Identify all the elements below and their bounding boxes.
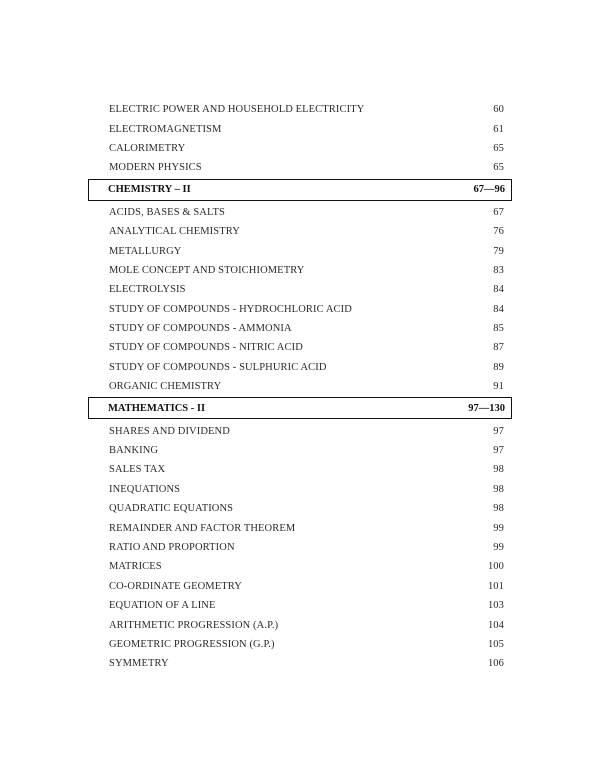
toc-entry [88,139,512,158]
entry-page: 61 [493,123,504,135]
entry-title: BANKING [109,445,159,457]
toc-entry [88,421,512,440]
toc-entry [88,377,512,396]
toc-entry [88,203,512,222]
entry-page: 89 [493,361,504,373]
toc-entry [88,441,512,460]
entry-page: 97 [493,445,504,457]
section-page-range: 67—96 [473,184,505,196]
toc-entry [88,499,512,518]
entry-page: 103 [487,600,504,612]
toc-entry [88,280,512,299]
entry-title: ELECTROMAGNETISM [109,123,222,135]
entry-title: QUADRATIC EQUATIONS [109,503,234,515]
entry-page: 84 [493,284,504,296]
entry-title: REMAINDER AND FACTOR THEOREM [109,522,296,534]
entry-title: MATRICES [109,561,162,573]
entry-title: SYMMETRY [109,658,169,670]
toc-entry [88,557,512,576]
entry-page: 106 [487,658,504,670]
entry-title: ELECTROLYSIS [109,284,186,296]
entry-page: 99 [493,542,504,553]
entry-page: 97 [493,425,504,437]
toc-entry [88,241,512,260]
entry-page: 98 [493,483,504,495]
table-of-contents [88,100,512,674]
entry-title: CO-ORDINATE GEOMETRY [109,580,242,592]
toc-entry [88,338,512,357]
toc-entry [88,358,512,377]
toc-entry [88,518,512,537]
entry-title: STUDY OF COMPOUNDS - NITRIC ACID [109,342,303,354]
entry-title: SALES TAX [109,464,166,476]
entry-page: 60 [493,104,504,116]
section-page-range: 97—130 [468,402,505,414]
section-heading-mathematics [88,397,512,419]
entry-title: ELECTRIC POWER AND HOUSEHOLD ELECTRICITY [109,104,365,116]
toc-entry [88,615,512,634]
entry-title: ACIDS, BASES & SALTS [109,206,225,218]
entry-page: 67 [493,206,504,218]
entry-title: MODERN PHYSICS [109,162,202,174]
section-title: MATHEMATICS - II [108,402,206,414]
entry-page: 84 [493,303,504,315]
entry-title: ORGANIC CHEMISTRY [109,381,222,393]
entry-page: 91 [493,381,504,393]
toc-entry [88,100,512,119]
toc-entry [88,119,512,138]
toc-entry [88,538,512,557]
entry-page: 83 [493,264,504,276]
toc-entry [88,577,512,596]
physics-entries [88,100,512,178]
entry-title: CALORIMETRY [109,142,186,154]
entry-title: ANALYTICAL CHEMISTRY [109,226,240,238]
chemistry-entries [88,203,512,397]
entry-title: SHARES AND DIVIDEND [109,425,230,437]
entry-page: 98 [493,503,504,515]
section-title: CHEMISTRY – II [108,184,191,196]
entry-title: METALLURGY [109,245,182,257]
entry-page: 79 [493,245,504,257]
entry-page: 104 [487,619,504,631]
mathematics-entries [88,421,512,673]
entry-page: 100 [487,561,504,573]
entry-title: ARITHMETIC PROGRESSION (A.P.) [109,619,279,631]
entry-page: 76 [493,226,504,238]
toc-entry [88,158,512,177]
entry-page: 65 [493,162,504,174]
toc-entry [88,480,512,499]
toc-entry [88,261,512,280]
toc-entry [88,300,512,319]
entry-page: 99 [493,522,504,534]
entry-page: 101 [487,580,504,592]
entry-title: GEOMETRIC PROGRESSION (G.P.) [109,638,275,650]
toc-entry [88,460,512,479]
entry-title: STUDY OF COMPOUNDS - HYDROCHLORIC ACID [109,303,352,315]
entry-page: 87 [493,342,504,354]
toc-entry [88,222,512,241]
section-heading-chemistry [88,179,512,201]
entry-title: STUDY OF COMPOUNDS - AMMONIA [109,323,292,335]
toc-entry [88,654,512,673]
entry-title: EQUATION OF A LINE [109,600,216,612]
entry-title: INEQUATIONS [109,483,181,495]
entry-title: RATIO AND PROPORTION [109,542,235,553]
entry-title: STUDY OF COMPOUNDS - SULPHURIC ACID [109,361,327,373]
entry-page: 105 [487,638,504,650]
entry-page: 98 [493,464,504,476]
entry-page: 85 [493,323,504,335]
toc-entry [88,635,512,654]
toc-entry [88,596,512,615]
toc-entry [88,319,512,338]
entry-title: MOLE CONCEPT AND STOICHIOMETRY [109,264,305,276]
entry-page: 65 [493,142,504,154]
